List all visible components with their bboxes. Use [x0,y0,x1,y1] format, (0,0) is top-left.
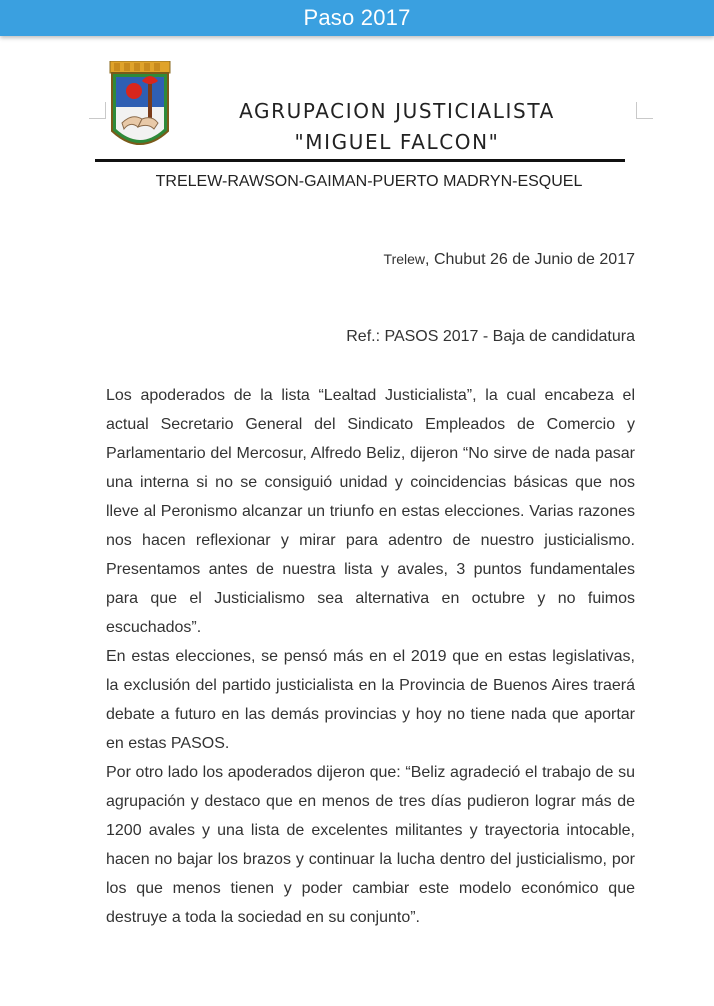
organization-name-line2: "MIGUEL FALCON" [294,130,500,154]
body-paragraph: Por otro lado los apoderados dijeron que: “Beliz agradeció el trabajo de su agrupación y destaco que en menos de tres días pudieron lograr más de 1200 avales y una lista de excelentes militantes y trayectoria intocable, hacen no bajar los brazos y continuar la lucha dentro del justicialismo, por los que menos tienen y poder cambiar este modelo económico que destruye a toda la sociedad en su conjunto”. [106,764,635,926]
document-date [106,251,635,269]
letterhead-divider [95,159,625,162]
body-paragraph: Los apoderados de la lista “Lealtad Justicialista”, la cual encabeza el actual Secretario General del Sindicato Empleados de Comercio y Parlamentario del Mercosur, Alfredo Beliz, dijeron “No sirve de nada pasar una interna si no se consiguió unidad y coincidencias básicas que nos lleve al Peronismo alcanzar un triunfo en estas elecciones. Varias razones nos hacen reflexionar y mirar para adentro de nuestro justicialismo. Presentamos antes de nuestra lista y avales, 3 puntos fundamentales para que el Justicialismo sea alternativa en octubre y no fuimos escuchados”. [106,387,635,636]
peronist-shield-logo-icon [108,61,172,157]
app-title: Paso 2017 [303,5,411,30]
date-text: , Chubut 26 de Junio de 2017 [425,251,635,268]
date-city: Trelew [383,251,426,267]
organization-title [180,96,614,158]
page-margin-corner-right [636,102,653,119]
letterhead-cities: TRELEW-RAWSON-GAIMAN-PUERTO MADRYN-ESQUEL [155,173,583,190]
document-reference: Ref.: PASOS 2017 - Baja de candidatura [346,328,635,345]
organization-name-line1: AGRUPACION JUSTICIALISTA [239,99,555,123]
page-margin-corner-left [89,102,106,119]
document-body [106,381,635,932]
document-page[interactable] [0,36,714,1006]
body-paragraph: En estas elecciones, se pensó más en el 2019 que en estas legislativas, la exclusión del partido justicialista en la Provincia de Buenos Aires traerá debate a futuro en las demás provincias y hoy no tiene nada que aportar en estas PASOS. [106,648,635,752]
app-bar [0,0,714,36]
